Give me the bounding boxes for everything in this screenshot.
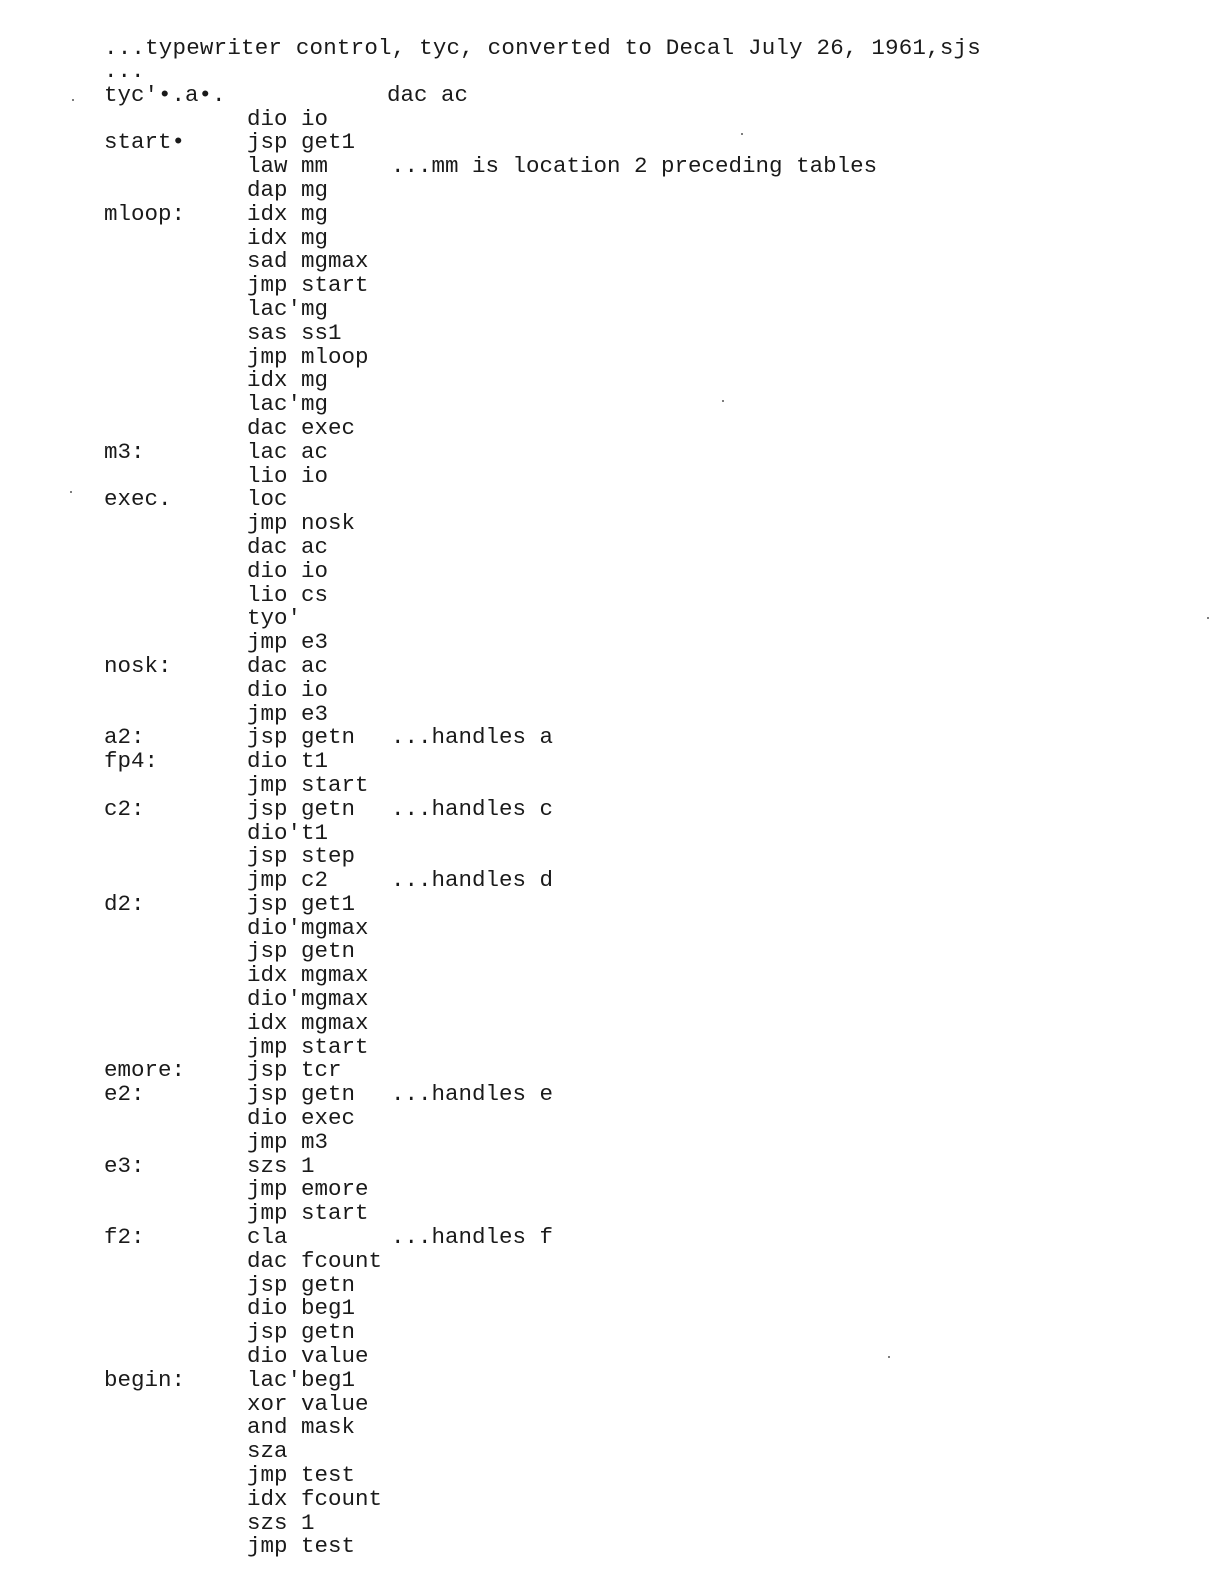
code-line — [104, 869, 1204, 893]
code-line — [104, 581, 1204, 608]
code-label: e3: — [104, 1152, 145, 1179]
scan-speck — [70, 491, 72, 493]
code-instruction: dap mg — [247, 176, 329, 203]
code-label: m3: — [104, 438, 145, 465]
code-line — [104, 1128, 1204, 1155]
code-instruction: jmp c2 — [247, 867, 329, 894]
ellipsis-text: ... — [104, 58, 145, 84]
code-line — [104, 1509, 1204, 1536]
code-label: f2: — [104, 1224, 145, 1251]
code-line — [104, 343, 1204, 370]
code-line — [104, 726, 1204, 750]
code-instruction: tyo' — [247, 605, 302, 632]
code-line — [104, 607, 1204, 631]
code-line — [104, 988, 1204, 1012]
code-comment: ...handles e — [391, 1081, 554, 1108]
code-instruction: sad mgmax — [247, 248, 369, 275]
code-line — [104, 1321, 1204, 1345]
code-instruction: jmp m3 — [247, 1128, 329, 1155]
code-label: c2: — [104, 795, 145, 822]
code-instruction: dio't1 — [247, 819, 329, 846]
code-instruction: dac exec — [247, 414, 356, 441]
code-line — [104, 131, 1204, 155]
code-line — [104, 369, 1204, 393]
code-line — [104, 200, 1204, 227]
code-instruction: lac'mg — [247, 391, 329, 418]
code-line — [104, 533, 1204, 560]
code-line — [104, 1178, 1204, 1202]
code-comment: ...handles f — [391, 1224, 554, 1251]
code-line — [104, 155, 1204, 179]
document-title: ...typewriter control, tyc, converted to Decal July 26, 1961,sjs — [104, 35, 981, 61]
code-instruction: jsp getn — [247, 1271, 356, 1298]
ellipsis-line — [104, 60, 1204, 84]
code-instruction: idx mg — [247, 367, 329, 394]
code-line — [104, 845, 1204, 869]
code-instruction: jsp getn — [247, 1319, 356, 1346]
code-instruction: jmp e3 — [247, 629, 329, 656]
code-listing — [104, 60, 1204, 1559]
code-instruction: jsp get1 — [247, 129, 356, 156]
code-line — [104, 652, 1204, 679]
code-instruction: szs 1 — [247, 1152, 315, 1179]
code-instruction: sas ss1 — [247, 319, 342, 346]
scan-speck — [72, 99, 74, 101]
code-instruction: idx mg — [247, 224, 329, 251]
code-line — [104, 512, 1204, 536]
code-line — [104, 488, 1204, 512]
code-line — [104, 1345, 1204, 1369]
code-label: mloop: — [104, 200, 186, 227]
code-label: exec. — [104, 486, 172, 513]
code-line — [104, 1485, 1204, 1512]
code-instruction: idx mg — [247, 200, 329, 227]
code-instruction: dio exec — [247, 1105, 356, 1132]
code-instruction: idx mgmax — [247, 1009, 369, 1036]
code-line — [104, 914, 1204, 941]
code-instruction: jmp test — [247, 1462, 356, 1489]
code-label: start• — [104, 129, 186, 156]
scan-speck — [888, 1356, 890, 1358]
code-line — [104, 295, 1204, 322]
code-line — [104, 462, 1204, 489]
code-instruction: dio io — [247, 557, 329, 584]
code-line — [104, 1440, 1204, 1464]
code-instruction: szs 1 — [247, 1509, 315, 1536]
code-instruction: dio beg1 — [247, 1295, 356, 1322]
code-label: begin: — [104, 1366, 186, 1393]
code-label: emore: — [104, 1057, 186, 1084]
code-comment: ...handles d — [391, 867, 554, 894]
code-instruction: lac'beg1 — [247, 1366, 356, 1393]
code-line — [104, 176, 1204, 203]
code-line — [104, 890, 1204, 917]
code-line — [104, 819, 1204, 846]
code-instruction: jsp getn — [247, 724, 356, 751]
code-line — [104, 1416, 1204, 1440]
code-line — [104, 224, 1204, 251]
code-line — [104, 274, 1204, 298]
code-instruction: dio value — [247, 1343, 369, 1370]
code-instruction: jmp emore — [247, 1176, 369, 1203]
code-label: d2: — [104, 890, 145, 917]
code-line — [104, 631, 1204, 655]
code-line — [104, 940, 1204, 964]
code-line — [104, 1464, 1204, 1488]
code-line — [104, 1535, 1204, 1559]
code-line — [104, 557, 1204, 584]
code-instruction: jmp start — [247, 1200, 369, 1227]
code-line — [104, 438, 1204, 465]
code-instruction: dio io — [247, 676, 329, 703]
code-instruction: jmp nosk — [247, 510, 356, 537]
code-line — [104, 250, 1204, 274]
code-instruction: dac fcount — [247, 1247, 383, 1274]
code-line — [104, 700, 1204, 727]
code-instruction: lio io — [247, 462, 329, 489]
code-instruction: jmp mloop — [247, 343, 369, 370]
code-instruction: idx fcount — [247, 1485, 383, 1512]
code-comment: ...handles c — [391, 795, 554, 822]
code-instruction: jmp test — [247, 1533, 356, 1560]
code-instruction: lac ac — [247, 438, 329, 465]
code-instruction: jmp start — [247, 272, 369, 299]
code-comment: ...handles a — [391, 724, 554, 751]
code-label: a2: — [104, 724, 145, 751]
code-line — [104, 1059, 1204, 1083]
code-line — [104, 1226, 1204, 1250]
code-instruction: sza — [247, 1438, 288, 1465]
code-label: nosk: — [104, 652, 172, 679]
code-instruction: lio cs — [247, 581, 329, 608]
code-line — [104, 1390, 1204, 1417]
code-instruction: loc — [247, 486, 288, 513]
code-line — [104, 1107, 1204, 1131]
code-instruction: dac ac — [247, 652, 329, 679]
code-line — [104, 771, 1204, 798]
code-instruction: dio t1 — [247, 748, 329, 775]
code-instruction: dio io — [247, 105, 329, 132]
scan-speck — [1207, 617, 1209, 619]
code-instruction: jsp getn — [247, 1081, 356, 1108]
code-instruction: dio'mgmax — [247, 914, 369, 941]
code-instruction: dac ac — [247, 533, 329, 560]
code-line — [104, 750, 1204, 774]
code-instruction: dio'mgmax — [247, 986, 369, 1013]
code-line — [104, 105, 1204, 132]
code-instruction: jsp step — [247, 843, 356, 870]
code-line — [104, 393, 1204, 417]
code-line — [104, 1202, 1204, 1226]
code-instruction: and mask — [247, 1414, 356, 1441]
code-instruction: jsp tcr — [247, 1057, 342, 1084]
code-instruction: xor value — [247, 1390, 369, 1417]
code-instruction: jmp e3 — [247, 700, 329, 727]
code-line — [104, 81, 1204, 108]
code-line — [104, 1366, 1204, 1393]
code-label: fp4: — [104, 748, 159, 775]
scan-speck — [722, 400, 724, 402]
code-instruction: jmp start — [247, 1033, 369, 1060]
code-instruction: idx mgmax — [247, 962, 369, 989]
code-label: e2: — [104, 1081, 145, 1108]
code-instruction: jmp start — [247, 771, 369, 798]
code-comment: ...mm is location 2 preceding tables — [391, 153, 878, 180]
code-instruction: law mm — [247, 153, 329, 180]
code-line — [104, 1083, 1204, 1107]
code-line — [104, 319, 1204, 346]
code-instruction: jsp get1 — [247, 890, 356, 917]
code-label: tyc'•.a•. — [104, 81, 226, 108]
code-line — [104, 1033, 1204, 1060]
code-line — [104, 1009, 1204, 1036]
code-line — [104, 414, 1204, 441]
code-line — [104, 1271, 1204, 1298]
code-instruction: jsp getn — [247, 795, 356, 822]
scan-speck — [741, 133, 743, 135]
code-instruction: jsp getn — [247, 938, 356, 965]
code-line — [104, 795, 1204, 822]
code-line — [104, 964, 1204, 988]
code-line — [104, 1247, 1204, 1274]
code-line — [104, 676, 1204, 703]
code-instruction: dac ac — [387, 81, 469, 108]
code-instruction: cla — [247, 1224, 288, 1251]
code-line — [104, 1152, 1204, 1179]
code-instruction: lac'mg — [247, 295, 329, 322]
code-line — [104, 1297, 1204, 1321]
